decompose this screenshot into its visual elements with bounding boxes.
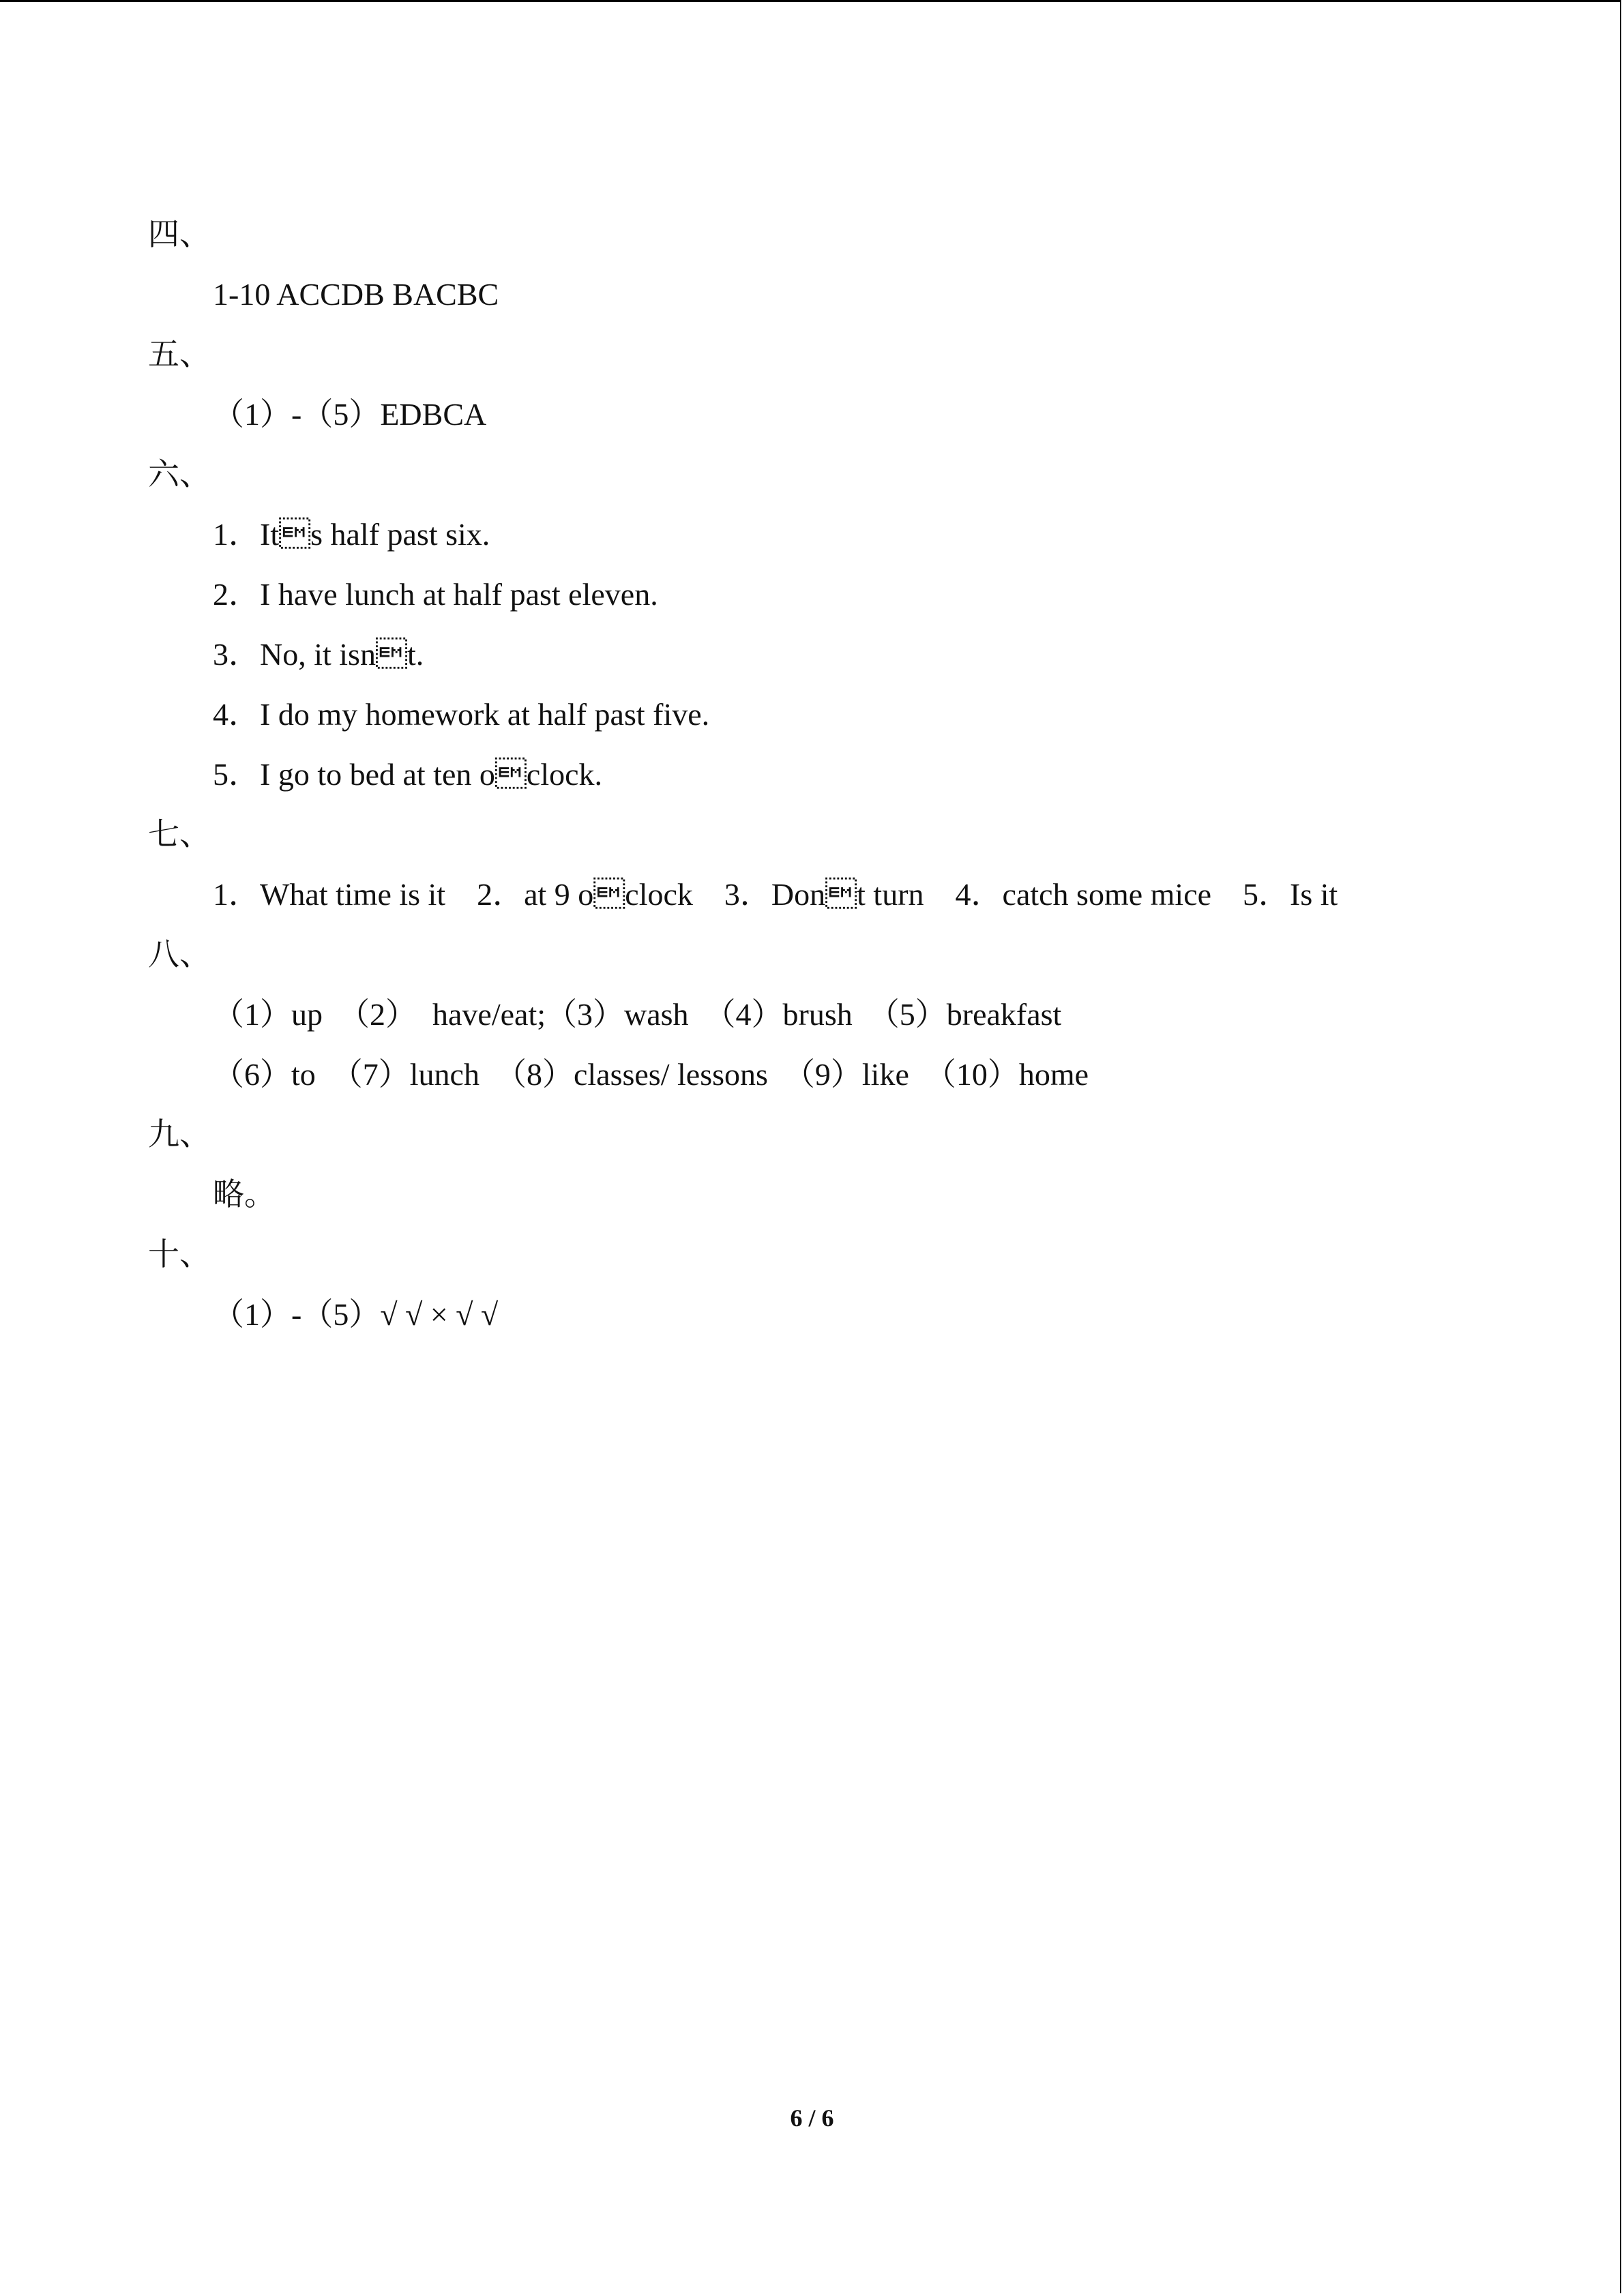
section-9 [148, 1105, 1512, 1225]
section-heading: 七、 [148, 817, 211, 852]
answer-line: 4．I do my homework at half past five. [213, 697, 710, 732]
answer-line: 1．What time is it 2．at 9 oclock 3．Dont turn 4．catch some mice 5．Is it [213, 877, 1338, 912]
answer-line: 3．No, it isnt. [213, 637, 424, 672]
answer-line: 2．I have lunch at half past eleven. [213, 577, 658, 612]
answer-line: 1-10 ACCDB BACBC [213, 277, 499, 312]
section-4 [148, 205, 1512, 325]
section-heading: 五、 [148, 337, 211, 372]
section-heading: 九、 [148, 1117, 211, 1152]
answer-key-body [148, 205, 1512, 1345]
answer-line: 5．I go to bed at ten oclock. [213, 757, 603, 792]
answer-line: （1）-（5）√ √ × √ √ [213, 1297, 499, 1332]
section-heading: 十、 [148, 1237, 211, 1272]
answer-line: （1）-（5）EDBCA [213, 397, 487, 432]
section-5 [148, 325, 1512, 445]
answer-line: （1）up （2） have/eat;（3）wash （4）brush （5）breakfast [213, 997, 1062, 1032]
section-8 [148, 925, 1512, 1105]
section-heading: 四、 [148, 217, 211, 252]
section-6 [148, 445, 1512, 805]
answer-line: 1．Its half past six. [213, 517, 490, 552]
section-heading: 六、 [148, 457, 211, 492]
answer-line: 略。 [213, 1177, 276, 1212]
section-10 [148, 1225, 1512, 1345]
section-7 [148, 805, 1512, 925]
page-number: 6 / 6 [790, 2104, 834, 2132]
section-heading: 八、 [148, 937, 211, 972]
answer-line: （6）to （7）lunch （8）classes/ lessons （9）like （10）home [213, 1057, 1089, 1092]
